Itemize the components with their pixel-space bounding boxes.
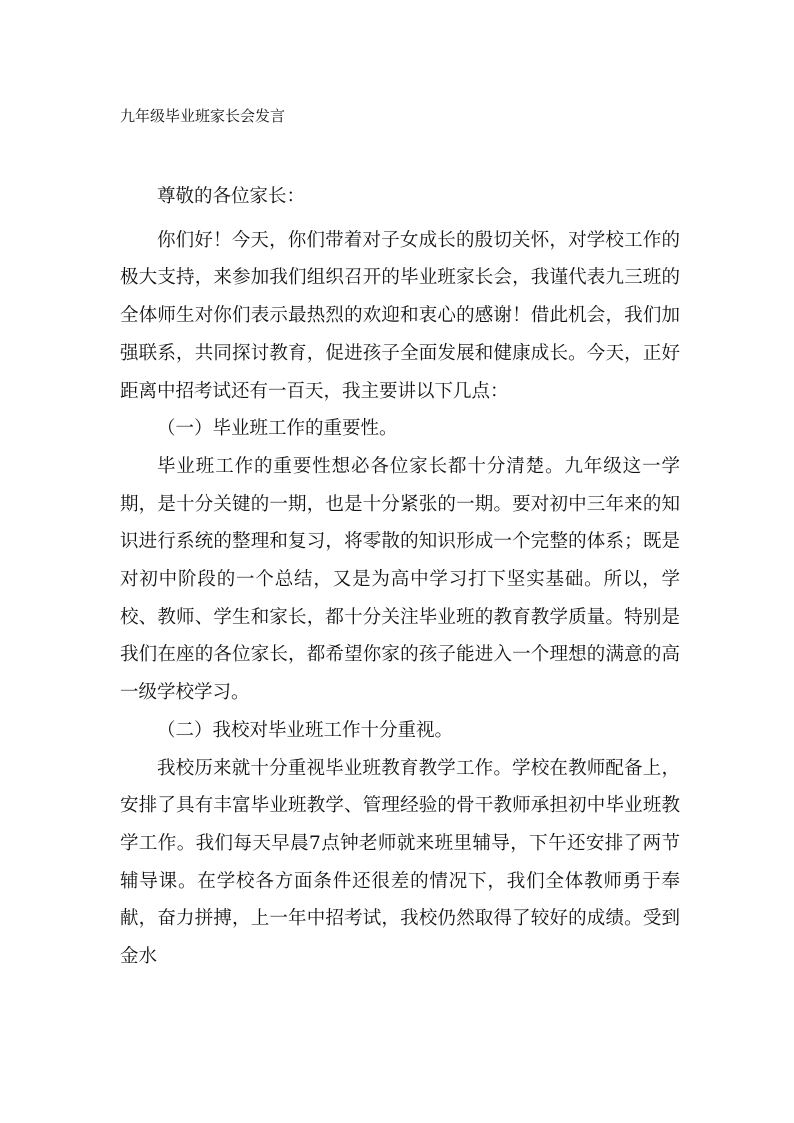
section-heading-2: （二）我校对毕业班工作十分重视。 xyxy=(157,719,454,741)
document-title: 九年级毕业班家长会发言 xyxy=(120,107,286,125)
school-attention-paragraph: 我校历来就十分重视毕业班教育教学工作。学校在教师配备上，安排了具有丰富毕业班教学、管理经验的骨干教师承担初中毕业班教学工作。我们每天早晨7点钟老师就来班里辅导，下午还安排了两节辅导课。在学校各方面条件还很差的情况下，我们全体教师勇于奉献，奋力拼搏，上一年中招考试，我校仍然取得了较好的成绩。受到金水 xyxy=(120,757,680,968)
greeting-paragraph: 你们好！今天，你们带着对子女成长的殷切关怀，对学校工作的极大支持，来参加我们组织召开的毕业班家长会，我谨代表九三班的全体师生对你们表示最热烈的欢迎和衷心的感谢！借此机会，我们加强联系，共同探讨教育，促进孩子全面发展和健康成长。今天，正好距离中招考试还有一百天，我主要讲以下几点： xyxy=(120,229,680,402)
importance-paragraph: 毕业班工作的重要性想必各位家长都十分清楚。九年级这一学期，是十分关键的一期，也是十分紧张的一期。要对初中三年来的知识进行系统的整理和复习，将零散的知识形成一个完整的体系；既是对初中阶段的一个总结，又是为高中学习打下坚实基础。所以，学校、教师、学生和家长，都十分关注毕业班的教育教学质量。特别是我们在座的各位家长，都希望你家的孩子能进入一个理想的满意的高一级学校学习。 xyxy=(120,455,680,704)
section-heading-1: （一）毕业班工作的重要性。 xyxy=(157,418,398,440)
document-body xyxy=(120,178,680,976)
salutation-paragraph: 尊敬的各位家长： xyxy=(157,186,306,207)
